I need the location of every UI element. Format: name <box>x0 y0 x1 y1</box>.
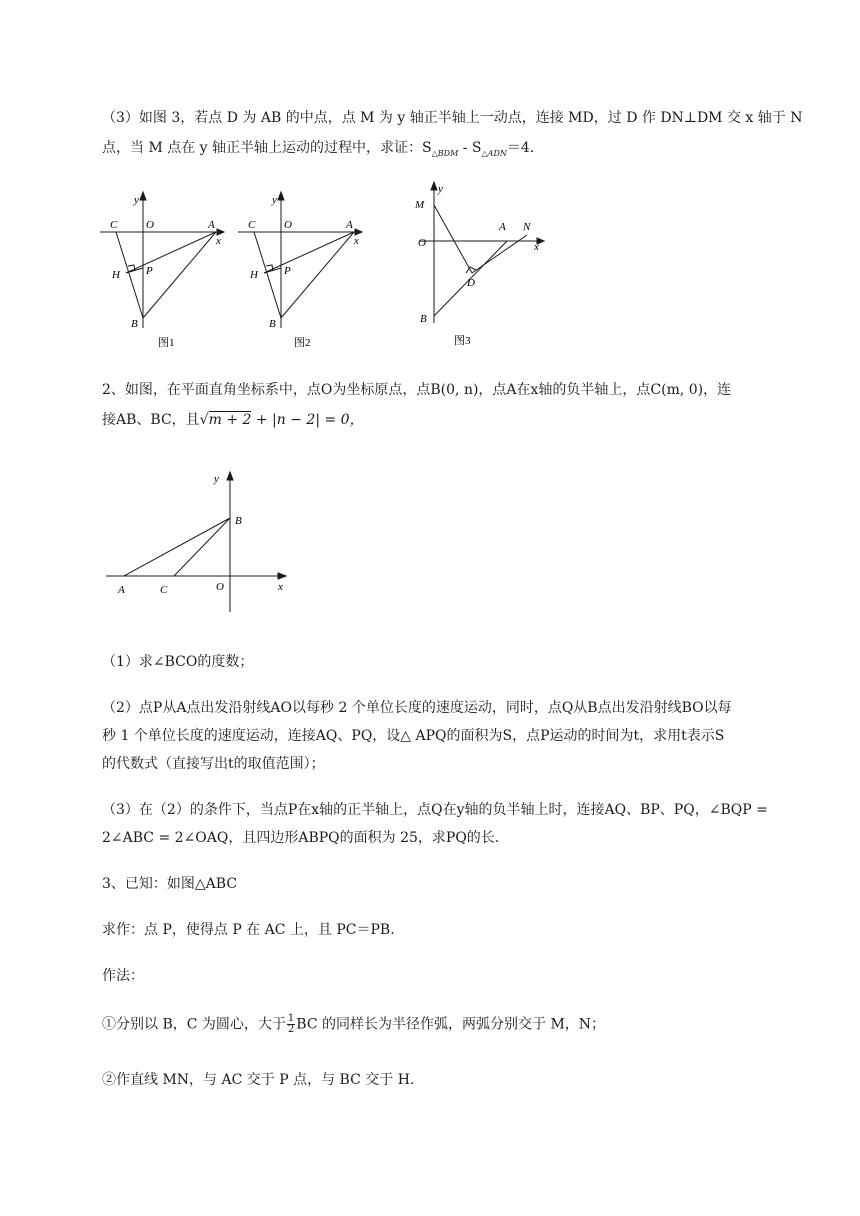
fig2-caption: 图2 <box>294 337 311 349</box>
fig2-label-p: P <box>284 265 291 277</box>
fig2-label-y: y <box>272 194 277 206</box>
fig2-label-h: H <box>250 269 258 281</box>
fig2-label-c: C <box>248 219 256 231</box>
q2-label-b: B <box>235 515 242 527</box>
fig1-label-x: x <box>216 235 221 247</box>
fig1-label-b: B <box>131 318 138 330</box>
q2-intro-line2 <box>102 410 364 430</box>
q3-method: 作法： <box>102 968 144 984</box>
fraction-one-half <box>287 1014 295 1035</box>
fig3-label-m: M <box>415 199 425 211</box>
fig3-label-a: A <box>499 221 506 233</box>
q2-intro-line2-eq: + |n − 2| = 0， <box>251 412 364 428</box>
q2-label-o: O <box>216 581 224 593</box>
fraction-numerator: 1 <box>287 1013 295 1024</box>
q2-part2-line2: 秒 1 个单位长度的速度运动，连接AQ、PQ，设△ APQ的面积为S，点P运动的时间为t，求用t表示S <box>102 728 725 744</box>
fig1-label-o: O <box>146 219 154 231</box>
q1-part3-line2 <box>102 138 534 164</box>
fig2-label-o: O <box>284 219 292 231</box>
q3-step1-text-a: ①分别以 B，C 为圆心，大于 <box>102 1016 286 1033</box>
fig3-label-b: B <box>420 313 427 325</box>
subscript-adn: △ADN <box>481 149 507 158</box>
q2-intro-line2-text: 接AB、BC，且 <box>102 412 200 428</box>
q2-label-c: C <box>160 584 168 596</box>
q2-part2-line3: 的代数式（直接写出t的取值范围）； <box>102 756 325 772</box>
fig3-label-x: x <box>534 241 539 253</box>
q3-step1 <box>102 1014 605 1035</box>
fig3-label-y: y <box>438 183 443 195</box>
fig3-label-n: N <box>523 221 531 233</box>
q2-part3-line1: （3）在（2）的条件下，当点P在x轴的正半轴上，点Q在y轴的负半轴上时，连接AQ、BP、PQ，∠BQP = <box>102 802 768 818</box>
subscript-bdm: △BDM <box>431 149 459 158</box>
q2-part1: （1）求∠BCO的度数； <box>102 654 254 670</box>
fig3-caption: 图3 <box>454 335 471 347</box>
q1-part3-line2-text: 点，当 M 点在 y 轴正半轴上运动的过程中，求证：S <box>102 140 432 156</box>
figure-2 <box>236 188 376 353</box>
sqrt-radicand: m + 2 <box>208 412 252 428</box>
q2-label-a: A <box>118 584 125 596</box>
fig1-label-a: A <box>208 219 215 231</box>
figure-3 <box>412 178 562 350</box>
q2-label-y: y <box>214 473 219 485</box>
fig2-label-x: x <box>354 235 359 247</box>
fig3-label-d: D <box>467 277 475 289</box>
q3-step1-text-b: BC 的同样长为半径作弧，两弧分别交于 M，N； <box>296 1016 606 1033</box>
q2-part3-line2: 2∠ABC = 2∠OAQ，且四边形ABPQ的面积为 25，求PQ的长. <box>102 830 500 846</box>
minus-s: - S <box>458 140 482 156</box>
fig1-label-y: y <box>134 194 139 206</box>
q3-title: 3、已知：如图△ABC <box>102 876 238 892</box>
fig3-label-o: O <box>418 237 426 249</box>
fig1-caption: 图1 <box>158 337 175 349</box>
fig2-label-a: A <box>346 219 353 231</box>
fig1-label-p: P <box>146 265 153 277</box>
q2-part2-line1: （2）点P从A点出发沿射线AO以每秒 2 个单位长度的速度运动，同时，点Q从B点出发沿射线BO以每 <box>102 700 732 716</box>
sqrt-sign: √ <box>199 412 209 428</box>
q2-label-x: x <box>278 581 283 593</box>
figure-q2 <box>100 462 300 617</box>
fig2-label-b: B <box>269 318 276 330</box>
equals-four: ＝4. <box>506 140 535 156</box>
q3-step2: ②作直线 MN，与 AC 交于 P 点，与 BC 交于 H. <box>102 1072 415 1088</box>
q1-part3-line1: （3）如图 3，若点 D 为 AB 的中点，点 M 为 y 轴正半轴上一动点，连接 MD，过 D 作 DN⊥DM 交 x 轴于 N <box>102 110 803 126</box>
q2-intro-line1: 2、如图，在平面直角坐标系中，点O为坐标原点，点B(0, n)，点A在x轴的负半轴上，点C(m, 0)，连 <box>102 382 732 398</box>
fraction-denominator: 2 <box>287 1024 295 1035</box>
fig1-label-c: C <box>110 219 118 231</box>
fig1-label-h: H <box>112 269 120 281</box>
figure-1 <box>98 188 238 353</box>
q3-task: 求作：点 P，使得点 P 在 AC 上，且 PC＝PB. <box>102 922 395 938</box>
